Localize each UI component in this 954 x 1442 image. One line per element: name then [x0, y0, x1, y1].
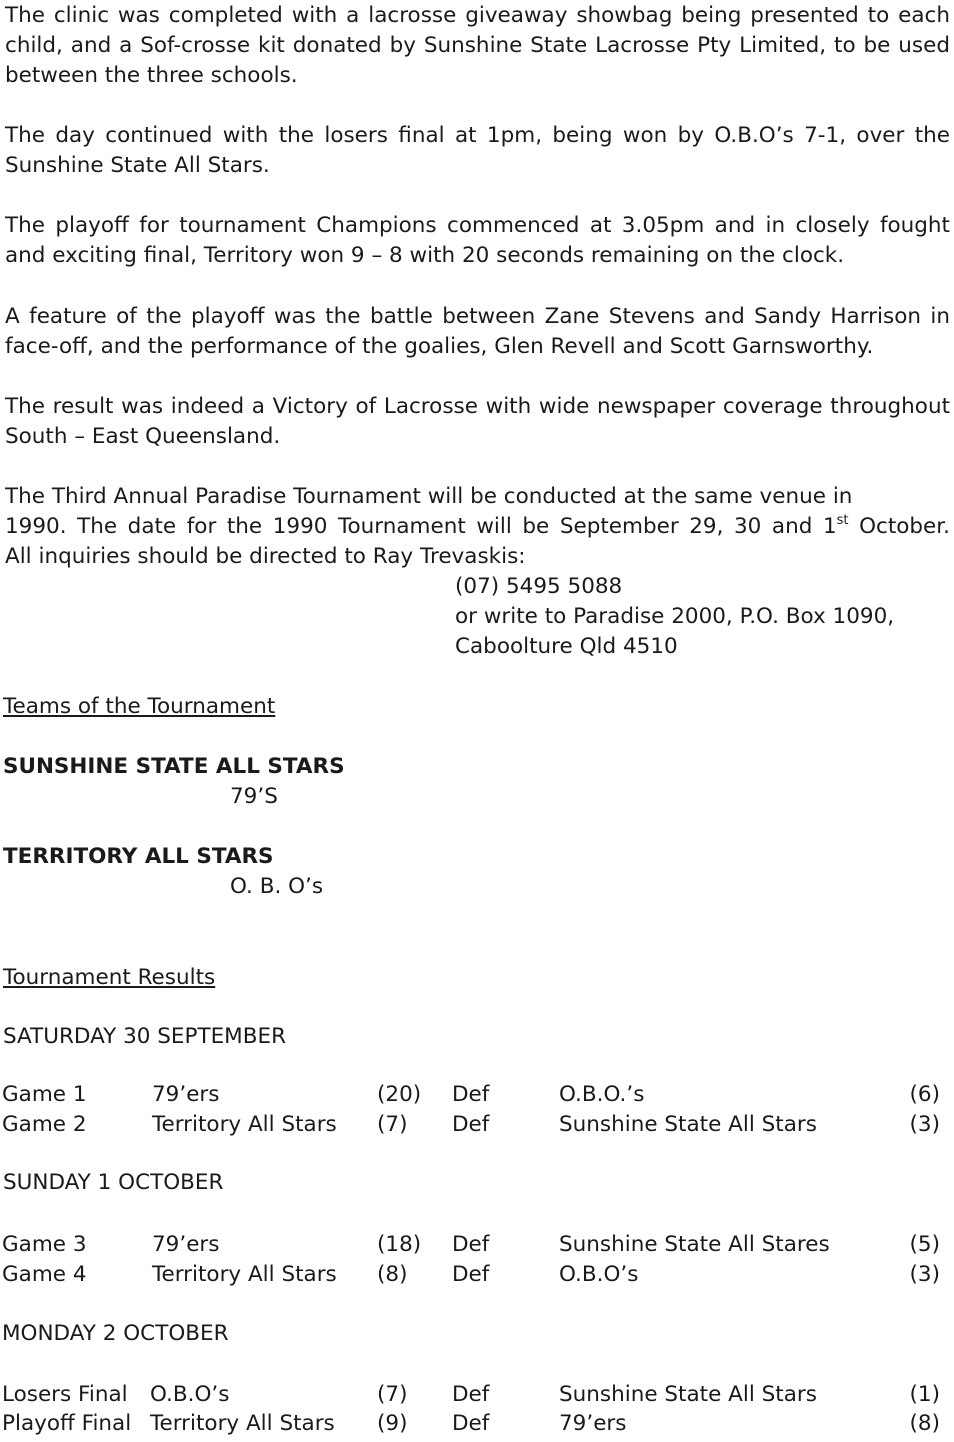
winner-score: (7): [377, 1382, 408, 1407]
team-name-sunshine: SUNSHINE STATE ALL STARS: [3, 754, 345, 779]
game-label: Game 4: [2, 1262, 87, 1287]
announcement-line-3: All inquiries should be directed to Ray Trevaskis:: [5, 544, 526, 569]
loser-team: 79’ers: [559, 1411, 627, 1436]
loser-score: (8): [909, 1411, 940, 1436]
day-label-saturday: SATURDAY 30 SEPTEMBER: [3, 1024, 287, 1049]
loser-team: Sunshine State All Stars: [559, 1382, 817, 1407]
paragraph-feature: A feature of the playoff was the battle between Zane Stevens and Sandy Harrison in face-off, and the performance of the goalies, Glen Revell and Scott Garnsworthy.: [5, 304, 950, 359]
loser-score: (1): [909, 1382, 940, 1407]
day-label-monday: MONDAY 2 OCTOBER: [2, 1321, 229, 1346]
winner-score: (20): [377, 1082, 422, 1107]
winner-score: (8): [377, 1262, 408, 1287]
game-label: Game 1: [2, 1082, 87, 1107]
paragraph-losers-final: The day continued with the losers final at 1pm, being won by O.B.O’s 7-1, over the Sunshine State All Stars.: [5, 123, 950, 178]
winner-team: Territory All Stars: [152, 1262, 337, 1287]
winner-team: Territory All Stars: [150, 1411, 335, 1436]
def-label: Def: [452, 1112, 490, 1137]
result-row: [0, 1080, 954, 1110]
announcement-line-1: The Third Annual Paradise Tournament will be conducted at the same venue in: [5, 484, 853, 509]
result-row: [0, 1230, 954, 1260]
announcement-line-2: 1990. The date for the 1990 Tournament will be September 29, 30 and 1st October.: [5, 512, 950, 539]
contact-address-2: Caboolture Qld 4510: [455, 634, 678, 659]
result-row: [0, 1380, 954, 1410]
paragraph-clinic: The clinic was completed with a lacrosse giveaway showbag being presented to each child, and a Sof-crosse kit donated by Sunshine State Lacrosse Pty Limited, to be used between the three schools.: [5, 3, 950, 88]
def-label: Def: [452, 1082, 490, 1107]
result-row: [0, 1260, 954, 1290]
winner-team: Territory All Stars: [152, 1112, 337, 1137]
winner-team: 79’ers: [152, 1082, 220, 1107]
game-label: Game 2: [2, 1112, 87, 1137]
results-heading: Tournament Results: [3, 965, 216, 990]
winner-score: (7): [377, 1112, 408, 1137]
def-label: Def: [452, 1232, 490, 1257]
def-label: Def: [452, 1262, 490, 1287]
loser-score: (3): [909, 1112, 940, 1137]
result-row: [0, 1409, 954, 1439]
loser-score: (6): [909, 1082, 940, 1107]
loser-team: Sunshine State All Stars: [559, 1112, 817, 1137]
game-label: Losers Final: [2, 1382, 128, 1407]
team-member-79s: 79’S: [230, 784, 278, 809]
def-label: Def: [452, 1411, 490, 1436]
loser-score: (3): [909, 1262, 940, 1287]
winner-score: (9): [377, 1411, 408, 1436]
winner-team: 79’ers: [152, 1232, 220, 1257]
team-name-territory: TERRITORY ALL STARS: [3, 844, 274, 869]
loser-score: (5): [909, 1232, 940, 1257]
contact-phone: (07) 5495 5088: [455, 574, 623, 599]
day-label-sunday: SUNDAY 1 OCTOBER: [3, 1170, 224, 1195]
paragraph-result: The result was indeed a Victory of Lacrosse with wide newspaper coverage throughout South – East Queensland.: [5, 394, 950, 449]
def-label: Def: [452, 1382, 490, 1407]
loser-team: O.B.O.’s: [559, 1082, 645, 1107]
game-label: Playoff Final: [2, 1411, 132, 1436]
winner-score: (18): [377, 1232, 422, 1257]
loser-team: Sunshine State All Stares: [559, 1232, 830, 1257]
result-row: [0, 1110, 954, 1140]
game-label: Game 3: [2, 1232, 87, 1257]
winner-team: O.B.O’s: [150, 1382, 230, 1407]
paragraph-playoff: The playoff for tournament Champions commenced at 3.05pm and in closely fought and exciting final, Territory won 9 – 8 with 20 seconds remaining on the clock.: [5, 213, 950, 268]
contact-address-1: or write to Paradise 2000, P.O. Box 1090,: [455, 604, 895, 629]
loser-team: O.B.O’s: [559, 1262, 639, 1287]
teams-heading: Teams of the Tournament: [3, 694, 276, 719]
team-member-obos: O. B. O’s: [230, 874, 324, 899]
